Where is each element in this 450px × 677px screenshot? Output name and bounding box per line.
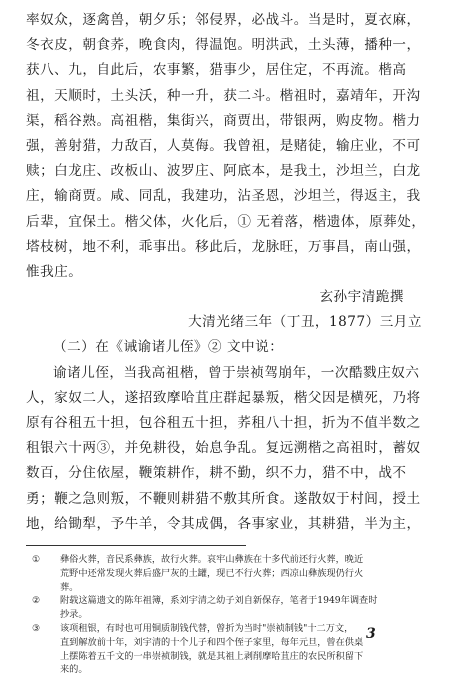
footnote-1 <box>26 553 430 594</box>
footnotes <box>26 553 430 677</box>
section-line: 地，给锄犁，予牛羊，令其成偶，各事家业，其耕猎，半为主， <box>26 515 421 532</box>
section-line: 谕诸儿侄，当我高祖楷，曾于崇祯驾崩年，一次酷戮庄奴六 <box>53 364 420 381</box>
footnote-mark: ① <box>32 554 41 565</box>
main-text <box>26 8 426 537</box>
footnote-line: 葬。 <box>60 581 79 593</box>
footnote-mark: ③ <box>32 622 41 634</box>
footnote-line: 上摆陈着五千文的一串崇祯制钱，就是其祖上剥削摩哈苴庄的农民所积留下 <box>60 650 364 662</box>
section-line: 人，家奴二人，遂招致摩哈苴庄群起暴叛，楷父因是横死，乃将 <box>26 389 421 406</box>
footnote-line: 荒野中还常发现火葬后盛尸灰的土罐，现已不行火葬；西凉山彝族现仍行火 <box>60 567 364 579</box>
body-line: 渠，稻谷熟。高祖楷，集街兴，商贾出，带银两，购皮物。楷力 <box>26 112 421 129</box>
footnote-line: 该项租银，有时也可用铜质制钱代替，曾折为当时"崇祯制钱"十二万文， <box>60 622 354 634</box>
footnote-line: 来的。 <box>60 664 88 676</box>
body-line: 后辈，宜保土。楷父体，火化后，① 无着落，楷遗体，原葬处， <box>26 213 426 230</box>
body-line: 强，善射猎，力敌百，人莫侮。我曾祖，是赌徒，输庄业，不可 <box>26 137 421 154</box>
footnote-mark: ② <box>32 595 41 607</box>
section-line: 数百，分住依屋，鞭策耕作，耕不勤，织不力，猎不中，战不 <box>26 465 407 482</box>
section-line: 原有谷租五十担，包谷租五十担，荞租八十担，折为不值半数之 <box>26 415 421 431</box>
body-line: 获八、九，自此后，农事繁，猎事少，居住定，不再流。楷高 <box>26 62 407 79</box>
body-line: 庄，输商贾。咸、同乱，我建功，沾圣恩，沙坦兰，得返主，我 <box>26 188 421 205</box>
section-line: 勇；鞭之急则叛，不鞭则耕猎不敷其所食。遂散奴于村闾，授土 <box>26 490 421 507</box>
footnote-line: 彝俗火葬，音民系彝族，故行火葬。哀牢山彝族在十多代前还行火葬，晚近 <box>60 554 364 565</box>
body-line: 塔枝树，地不利，乖事出。移此后，龙脉旺，万事昌，南山强， <box>26 238 421 255</box>
section-line: 租银六十两③，并免耕役，始息争乱。复远溯楷之高祖时，蓄奴 <box>26 440 421 457</box>
body-line: 率奴众，逐禽兽，朝夕乐；邻侵界，必战斗。当是时，夏衣麻， <box>26 12 421 28</box>
section-heading: （二）在《诫谕诸儿侄》② 文中说： <box>53 339 284 356</box>
footnote-line: 抄录。 <box>60 609 88 621</box>
body-line: 祖，天顺时，土头沃，种一升，获二斗。楷祖时，嘉靖年，开沟 <box>26 87 421 104</box>
footnote-line: 直到解放前十年，刘宇清的十个儿子和四个侄子家里，每年元旦，曾在供桌 <box>60 636 364 648</box>
date-line: 大清光绪三年（丁丑，1877）三月立 <box>188 314 422 331</box>
body-line: 惟我庄。 <box>26 263 83 280</box>
page-number: 3 <box>366 626 376 642</box>
signature: 玄孙宇清跪撰 <box>319 289 404 306</box>
footnote-2 <box>26 594 430 622</box>
body-line: 赎；白龙庄、改板山、波罗庄、阿底本，是我土，沙坦兰，白龙 <box>26 163 421 180</box>
footnote-divider <box>26 545 246 546</box>
footnote-line: 附载这篇遗文的陈年祖簿，系刘宇清之幼子刘自新保存，笔者于1949年调查时 <box>60 595 378 607</box>
body-line: 冬衣皮，朝食荞，晚食肉，得温饱。明洪武，土头薄，播种一， <box>26 37 421 54</box>
